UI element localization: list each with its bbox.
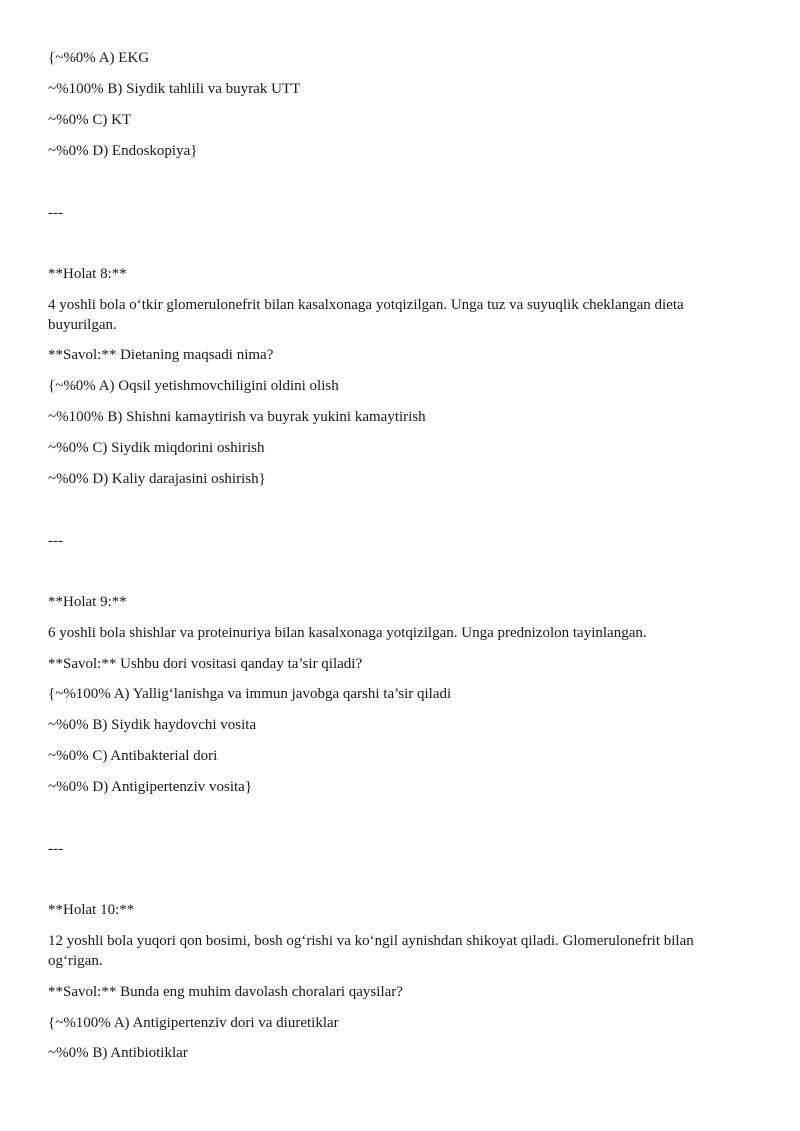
case-heading: **Holat 9:**	[48, 594, 127, 610]
option-b: ~%100% B) Siydik tahlili va buyrak UTT	[48, 81, 301, 97]
option-b: ~%100% B) Shishni kamaytirish va buyrak yukini kamaytirish	[48, 409, 426, 425]
option-b: ~%0% B) Siydik haydovchi vosita	[48, 717, 257, 733]
case-text: 6 yoshli bola shishlar va proteinuriya bilan kasalxonaga yotqizilgan. Unga prednizolon tayinlangan.	[48, 625, 647, 641]
option-c: ~%0% C) Siydik miqdorini oshirish	[48, 440, 265, 456]
question: **Savol:** Dietaning maqsadi nima?	[48, 347, 274, 363]
option-d: ~%0% D) Antigipertenziv vosita}	[48, 779, 253, 795]
option-a: {~%100% A) Yallig‘lanishga va immun javobga qarshi ta’sir qiladi	[48, 686, 452, 702]
separator: ---	[48, 533, 63, 549]
option-d: ~%0% D) Kaliy darajasini oshirish}	[48, 471, 266, 487]
option-c: ~%0% C) Antibakterial dori	[48, 748, 218, 764]
case-text: 4 yoshli bola o‘tkir glomerulonefrit bilan kasalxonaga yotqizilgan. Unga tuz va suyuqlik cheklangan dieta buyurilgan.	[48, 297, 684, 333]
question: **Savol:** Bunda eng muhim davolash choralari qaysilar?	[48, 984, 403, 1000]
option-b: ~%0% B) Antibiotiklar	[48, 1045, 188, 1061]
option-a: {~%0% A) Oqsil yetishmovchiligini oldini olish	[48, 378, 339, 394]
option-c: ~%0% C) KT	[48, 112, 132, 128]
option-a: {~%100% A) Antigipertenziv dori va diuretiklar	[48, 1015, 339, 1031]
case-heading: **Holat 10:**	[48, 902, 135, 918]
option-a: {~%0% A) EKG	[48, 50, 150, 66]
case-text: 12 yoshli bola yuqori qon bosimi, bosh og‘rishi va ko‘ngil aynishdan shikoyat qiladi. Glomerulonefrit bilan og‘rigan.	[48, 933, 694, 969]
separator: ---	[48, 841, 63, 857]
separator: ---	[48, 205, 63, 221]
option-d: ~%0% D) Endoskopiya}	[48, 143, 198, 159]
case-heading: **Holat 8:**	[48, 266, 127, 282]
question: **Savol:** Ushbu dori vositasi qanday ta’sir qiladi?	[48, 656, 363, 672]
